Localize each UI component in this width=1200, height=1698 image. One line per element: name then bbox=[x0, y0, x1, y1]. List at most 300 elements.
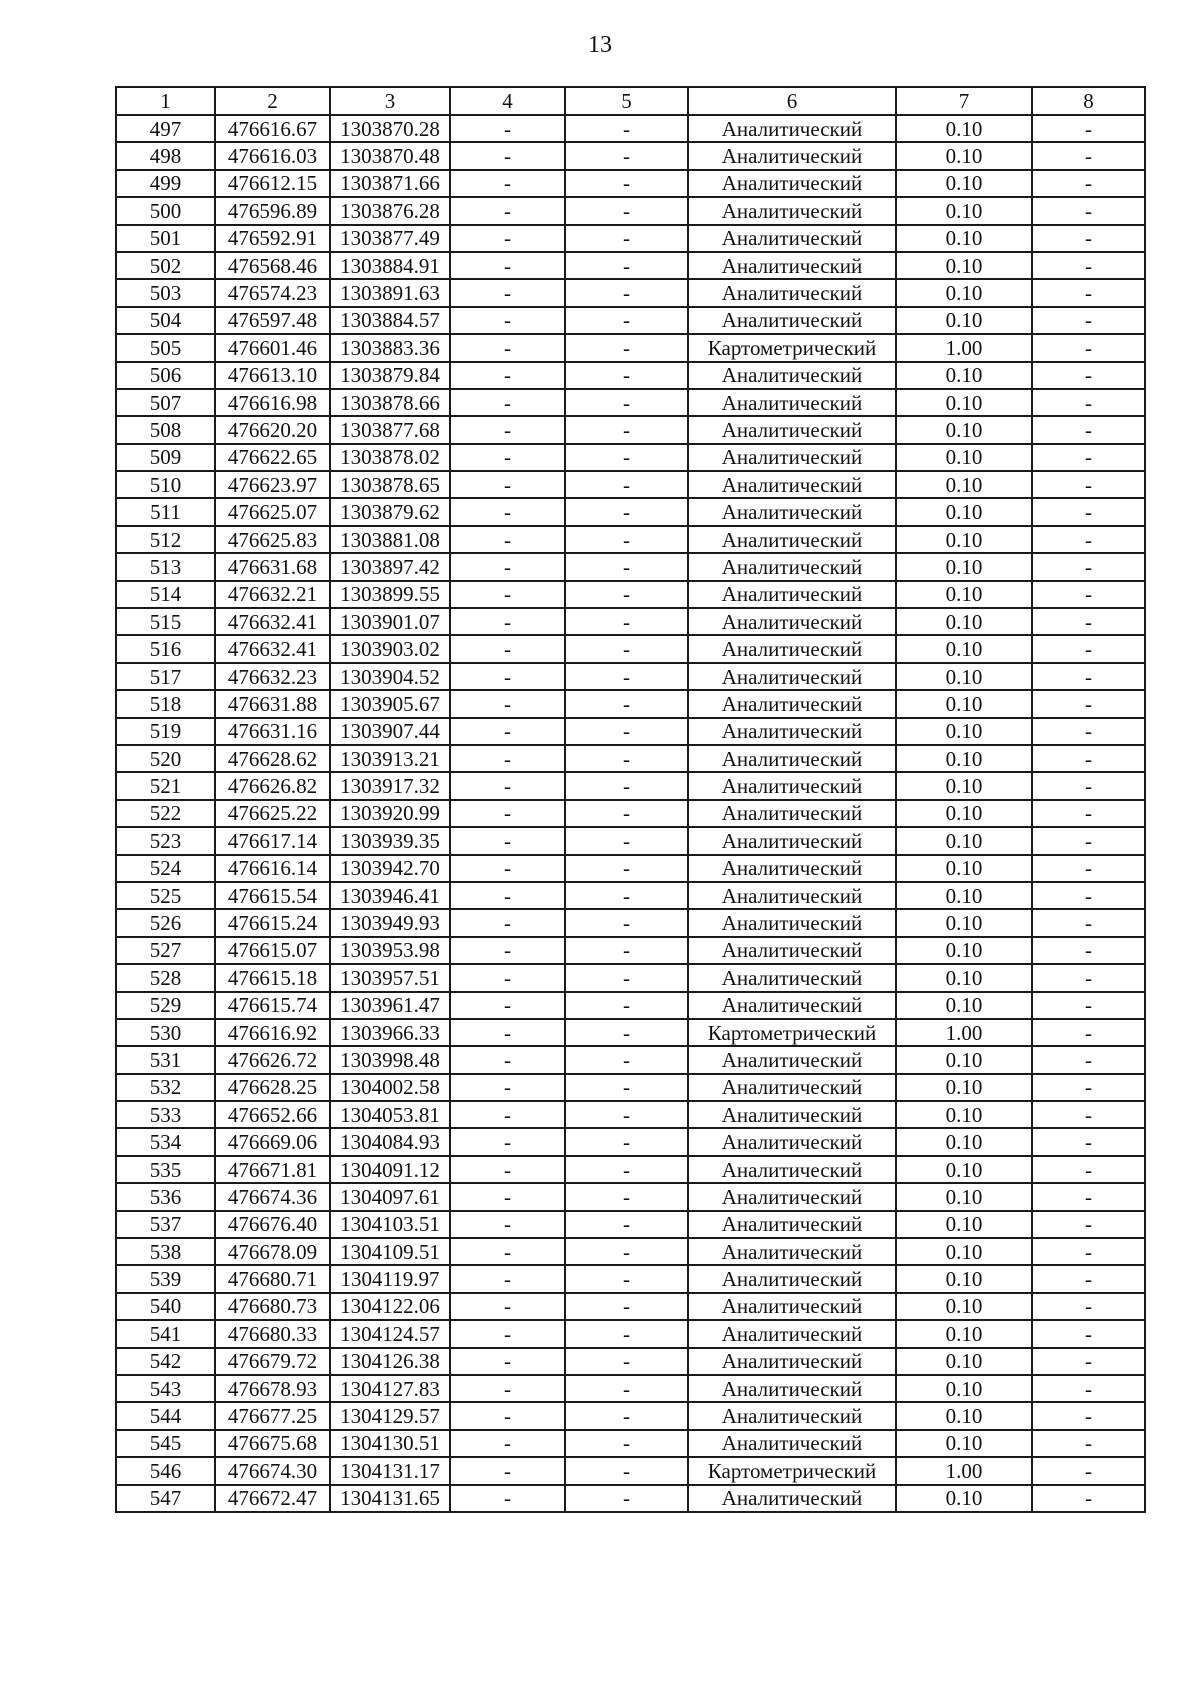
column-5-cell: - bbox=[565, 416, 688, 443]
x-coordinate-cell: 476626.72 bbox=[215, 1046, 330, 1073]
method-cell: Аналитический bbox=[688, 362, 896, 389]
point-number-cell: 511 bbox=[116, 498, 215, 525]
column-header-3: 3 bbox=[330, 87, 450, 115]
y-coordinate-cell: 1303877.49 bbox=[330, 225, 450, 252]
point-number-cell: 532 bbox=[116, 1074, 215, 1101]
column-8-cell: - bbox=[1032, 1074, 1145, 1101]
column-5-cell: - bbox=[565, 690, 688, 717]
column-4-cell: - bbox=[450, 937, 565, 964]
method-cell: Аналитический bbox=[688, 745, 896, 772]
column-5-cell: - bbox=[565, 745, 688, 772]
y-coordinate-cell: 1303899.55 bbox=[330, 581, 450, 608]
column-5-cell: - bbox=[565, 142, 688, 169]
point-number-cell: 547 bbox=[116, 1485, 215, 1512]
table-body bbox=[116, 115, 1145, 1512]
column-4-cell: - bbox=[450, 1320, 565, 1347]
column-5-cell: - bbox=[565, 1485, 688, 1512]
column-4-cell: - bbox=[450, 444, 565, 471]
point-number-cell: 499 bbox=[116, 170, 215, 197]
table-row bbox=[116, 334, 1145, 361]
column-8-cell: - bbox=[1032, 855, 1145, 882]
column-4-cell: - bbox=[450, 772, 565, 799]
column-8-cell: - bbox=[1032, 471, 1145, 498]
column-5-cell: - bbox=[565, 307, 688, 334]
point-number-cell: 512 bbox=[116, 526, 215, 553]
column-8-cell: - bbox=[1032, 225, 1145, 252]
table-row bbox=[116, 252, 1145, 279]
method-cell: Аналитический bbox=[688, 1238, 896, 1265]
point-number-cell: 517 bbox=[116, 663, 215, 690]
table-row bbox=[116, 855, 1145, 882]
x-coordinate-cell: 476616.92 bbox=[215, 1019, 330, 1046]
header-row bbox=[116, 87, 1145, 115]
column-5-cell: - bbox=[565, 115, 688, 142]
column-8-cell: - bbox=[1032, 197, 1145, 224]
column-8-cell: - bbox=[1032, 416, 1145, 443]
column-4-cell: - bbox=[450, 1183, 565, 1210]
method-cell: Аналитический bbox=[688, 855, 896, 882]
y-coordinate-cell: 1303877.68 bbox=[330, 416, 450, 443]
column-5-cell: - bbox=[565, 1430, 688, 1457]
y-coordinate-cell: 1303949.93 bbox=[330, 909, 450, 936]
table-row bbox=[116, 772, 1145, 799]
x-coordinate-cell: 476678.93 bbox=[215, 1375, 330, 1402]
x-coordinate-cell: 476596.89 bbox=[215, 197, 330, 224]
y-coordinate-cell: 1304131.17 bbox=[330, 1457, 450, 1484]
column-4-cell: - bbox=[450, 279, 565, 306]
column-8-cell: - bbox=[1032, 608, 1145, 635]
method-cell: Аналитический bbox=[688, 1074, 896, 1101]
table-row bbox=[116, 1156, 1145, 1183]
point-number-cell: 508 bbox=[116, 416, 215, 443]
method-cell: Аналитический bbox=[688, 827, 896, 854]
y-coordinate-cell: 1304103.51 bbox=[330, 1211, 450, 1238]
column-header-6: 6 bbox=[688, 87, 896, 115]
table-row bbox=[116, 1485, 1145, 1512]
column-5-cell: - bbox=[565, 1101, 688, 1128]
x-coordinate-cell: 476623.97 bbox=[215, 471, 330, 498]
column-4-cell: - bbox=[450, 334, 565, 361]
column-5-cell: - bbox=[565, 663, 688, 690]
column-5-cell: - bbox=[565, 1293, 688, 1320]
x-coordinate-cell: 476675.68 bbox=[215, 1430, 330, 1457]
column-4-cell: - bbox=[450, 1293, 565, 1320]
column-8-cell: - bbox=[1032, 498, 1145, 525]
method-cell: Аналитический bbox=[688, 1046, 896, 1073]
accuracy-cell: 0.10 bbox=[896, 882, 1032, 909]
point-number-cell: 526 bbox=[116, 909, 215, 936]
column-5-cell: - bbox=[565, 581, 688, 608]
column-4-cell: - bbox=[450, 690, 565, 717]
method-cell: Аналитический bbox=[688, 718, 896, 745]
x-coordinate-cell: 476674.36 bbox=[215, 1183, 330, 1210]
x-coordinate-cell: 476631.88 bbox=[215, 690, 330, 717]
column-5-cell: - bbox=[565, 608, 688, 635]
x-coordinate-cell: 476592.91 bbox=[215, 225, 330, 252]
column-8-cell: - bbox=[1032, 1293, 1145, 1320]
column-5-cell: - bbox=[565, 553, 688, 580]
accuracy-cell: 0.10 bbox=[896, 1074, 1032, 1101]
column-4-cell: - bbox=[450, 1128, 565, 1155]
method-cell: Аналитический bbox=[688, 1402, 896, 1429]
accuracy-cell: 0.10 bbox=[896, 1293, 1032, 1320]
x-coordinate-cell: 476597.48 bbox=[215, 307, 330, 334]
column-4-cell: - bbox=[450, 1485, 565, 1512]
accuracy-cell: 1.00 bbox=[896, 1019, 1032, 1046]
accuracy-cell: 0.10 bbox=[896, 416, 1032, 443]
method-cell: Аналитический bbox=[688, 1128, 896, 1155]
column-4-cell: - bbox=[450, 800, 565, 827]
method-cell: Аналитический bbox=[688, 909, 896, 936]
column-4-cell: - bbox=[450, 635, 565, 662]
column-5-cell: - bbox=[565, 1457, 688, 1484]
y-coordinate-cell: 1304122.06 bbox=[330, 1293, 450, 1320]
accuracy-cell: 0.10 bbox=[896, 197, 1032, 224]
table-row bbox=[116, 718, 1145, 745]
table-row bbox=[116, 1128, 1145, 1155]
column-8-cell: - bbox=[1032, 581, 1145, 608]
method-cell: Аналитический bbox=[688, 307, 896, 334]
accuracy-cell: 0.10 bbox=[896, 1348, 1032, 1375]
column-5-cell: - bbox=[565, 827, 688, 854]
point-number-cell: 510 bbox=[116, 471, 215, 498]
x-coordinate-cell: 476615.54 bbox=[215, 882, 330, 909]
method-cell: Аналитический bbox=[688, 1183, 896, 1210]
column-8-cell: - bbox=[1032, 1265, 1145, 1292]
point-number-cell: 540 bbox=[116, 1293, 215, 1320]
table-row bbox=[116, 690, 1145, 717]
column-8-cell: - bbox=[1032, 1211, 1145, 1238]
x-coordinate-cell: 476613.10 bbox=[215, 362, 330, 389]
table-row bbox=[116, 553, 1145, 580]
column-8-cell: - bbox=[1032, 1430, 1145, 1457]
point-number-cell: 518 bbox=[116, 690, 215, 717]
x-coordinate-cell: 476625.07 bbox=[215, 498, 330, 525]
column-8-cell: - bbox=[1032, 827, 1145, 854]
column-4-cell: - bbox=[450, 992, 565, 1019]
point-number-cell: 541 bbox=[116, 1320, 215, 1347]
column-8-cell: - bbox=[1032, 1019, 1145, 1046]
table-row bbox=[116, 1457, 1145, 1484]
column-4-cell: - bbox=[450, 663, 565, 690]
column-4-cell: - bbox=[450, 608, 565, 635]
x-coordinate-cell: 476680.73 bbox=[215, 1293, 330, 1320]
table-row bbox=[116, 115, 1145, 142]
column-8-cell: - bbox=[1032, 964, 1145, 991]
y-coordinate-cell: 1303879.62 bbox=[330, 498, 450, 525]
table-row bbox=[116, 937, 1145, 964]
accuracy-cell: 0.10 bbox=[896, 581, 1032, 608]
column-5-cell: - bbox=[565, 197, 688, 224]
y-coordinate-cell: 1303878.65 bbox=[330, 471, 450, 498]
column-8-cell: - bbox=[1032, 1128, 1145, 1155]
point-number-cell: 519 bbox=[116, 718, 215, 745]
point-number-cell: 524 bbox=[116, 855, 215, 882]
column-5-cell: - bbox=[565, 389, 688, 416]
coordinates-table bbox=[115, 86, 1146, 1513]
column-5-cell: - bbox=[565, 1375, 688, 1402]
x-coordinate-cell: 476671.81 bbox=[215, 1156, 330, 1183]
accuracy-cell: 0.10 bbox=[896, 553, 1032, 580]
column-8-cell: - bbox=[1032, 1183, 1145, 1210]
point-number-cell: 516 bbox=[116, 635, 215, 662]
method-cell: Аналитический bbox=[688, 1320, 896, 1347]
accuracy-cell: 0.10 bbox=[896, 909, 1032, 936]
column-4-cell: - bbox=[450, 471, 565, 498]
table-row bbox=[116, 964, 1145, 991]
table-row bbox=[116, 581, 1145, 608]
point-number-cell: 534 bbox=[116, 1128, 215, 1155]
column-4-cell: - bbox=[450, 827, 565, 854]
column-4-cell: - bbox=[450, 252, 565, 279]
accuracy-cell: 0.10 bbox=[896, 635, 1032, 662]
column-4-cell: - bbox=[450, 855, 565, 882]
accuracy-cell: 0.10 bbox=[896, 444, 1032, 471]
accuracy-cell: 0.10 bbox=[896, 608, 1032, 635]
point-number-cell: 500 bbox=[116, 197, 215, 224]
column-5-cell: - bbox=[565, 718, 688, 745]
point-number-cell: 520 bbox=[116, 745, 215, 772]
accuracy-cell: 0.10 bbox=[896, 170, 1032, 197]
column-8-cell: - bbox=[1032, 526, 1145, 553]
y-coordinate-cell: 1303946.41 bbox=[330, 882, 450, 909]
x-coordinate-cell: 476615.18 bbox=[215, 964, 330, 991]
method-cell: Аналитический bbox=[688, 1265, 896, 1292]
column-5-cell: - bbox=[565, 1128, 688, 1155]
x-coordinate-cell: 476620.20 bbox=[215, 416, 330, 443]
column-5-cell: - bbox=[565, 471, 688, 498]
table-row bbox=[116, 608, 1145, 635]
column-8-cell: - bbox=[1032, 1457, 1145, 1484]
point-number-cell: 515 bbox=[116, 608, 215, 635]
y-coordinate-cell: 1303953.98 bbox=[330, 937, 450, 964]
x-coordinate-cell: 476631.16 bbox=[215, 718, 330, 745]
column-4-cell: - bbox=[450, 1156, 565, 1183]
column-header-1: 1 bbox=[116, 87, 215, 115]
table-row bbox=[116, 1183, 1145, 1210]
column-8-cell: - bbox=[1032, 909, 1145, 936]
column-4-cell: - bbox=[450, 964, 565, 991]
table-row bbox=[116, 1019, 1145, 1046]
method-cell: Аналитический bbox=[688, 635, 896, 662]
column-4-cell: - bbox=[450, 1101, 565, 1128]
point-number-cell: 503 bbox=[116, 279, 215, 306]
y-coordinate-cell: 1304124.57 bbox=[330, 1320, 450, 1347]
column-4-cell: - bbox=[450, 745, 565, 772]
y-coordinate-cell: 1303966.33 bbox=[330, 1019, 450, 1046]
column-4-cell: - bbox=[450, 718, 565, 745]
method-cell: Аналитический bbox=[688, 252, 896, 279]
column-4-cell: - bbox=[450, 197, 565, 224]
x-coordinate-cell: 476680.33 bbox=[215, 1320, 330, 1347]
method-cell: Аналитический bbox=[688, 115, 896, 142]
table-row bbox=[116, 745, 1145, 772]
x-coordinate-cell: 476628.25 bbox=[215, 1074, 330, 1101]
x-coordinate-cell: 476678.09 bbox=[215, 1238, 330, 1265]
y-coordinate-cell: 1303939.35 bbox=[330, 827, 450, 854]
point-number-cell: 531 bbox=[116, 1046, 215, 1073]
table-row bbox=[116, 1211, 1145, 1238]
point-number-cell: 537 bbox=[116, 1211, 215, 1238]
point-number-cell: 502 bbox=[116, 252, 215, 279]
column-4-cell: - bbox=[450, 142, 565, 169]
table-row bbox=[116, 416, 1145, 443]
y-coordinate-cell: 1304002.58 bbox=[330, 1074, 450, 1101]
column-4-cell: - bbox=[450, 1211, 565, 1238]
method-cell: Аналитический bbox=[688, 581, 896, 608]
x-coordinate-cell: 476616.98 bbox=[215, 389, 330, 416]
x-coordinate-cell: 476652.66 bbox=[215, 1101, 330, 1128]
y-coordinate-cell: 1303884.91 bbox=[330, 252, 450, 279]
y-coordinate-cell: 1304130.51 bbox=[330, 1430, 450, 1457]
column-8-cell: - bbox=[1032, 882, 1145, 909]
accuracy-cell: 0.10 bbox=[896, 855, 1032, 882]
y-coordinate-cell: 1303905.67 bbox=[330, 690, 450, 717]
y-coordinate-cell: 1304126.38 bbox=[330, 1348, 450, 1375]
column-8-cell: - bbox=[1032, 745, 1145, 772]
column-5-cell: - bbox=[565, 1402, 688, 1429]
column-4-cell: - bbox=[450, 170, 565, 197]
table-row bbox=[116, 1402, 1145, 1429]
column-8-cell: - bbox=[1032, 1402, 1145, 1429]
table-row bbox=[116, 1046, 1145, 1073]
accuracy-cell: 0.10 bbox=[896, 1320, 1032, 1347]
table-row bbox=[116, 882, 1145, 909]
x-coordinate-cell: 476677.25 bbox=[215, 1402, 330, 1429]
x-coordinate-cell: 476672.47 bbox=[215, 1485, 330, 1512]
table-row bbox=[116, 498, 1145, 525]
column-4-cell: - bbox=[450, 225, 565, 252]
accuracy-cell: 0.10 bbox=[896, 1402, 1032, 1429]
column-4-cell: - bbox=[450, 1265, 565, 1292]
point-number-cell: 536 bbox=[116, 1183, 215, 1210]
column-header-7: 7 bbox=[896, 87, 1032, 115]
point-number-cell: 521 bbox=[116, 772, 215, 799]
accuracy-cell: 0.10 bbox=[896, 1183, 1032, 1210]
column-5-cell: - bbox=[565, 526, 688, 553]
method-cell: Аналитический bbox=[688, 608, 896, 635]
method-cell: Картометрический bbox=[688, 1457, 896, 1484]
table-row bbox=[116, 1074, 1145, 1101]
point-number-cell: 542 bbox=[116, 1348, 215, 1375]
method-cell: Картометрический bbox=[688, 334, 896, 361]
y-coordinate-cell: 1303878.66 bbox=[330, 389, 450, 416]
method-cell: Аналитический bbox=[688, 1430, 896, 1457]
column-header-4: 4 bbox=[450, 87, 565, 115]
accuracy-cell: 0.10 bbox=[896, 745, 1032, 772]
column-8-cell: - bbox=[1032, 1375, 1145, 1402]
table-row bbox=[116, 444, 1145, 471]
column-5-cell: - bbox=[565, 1211, 688, 1238]
point-number-cell: 507 bbox=[116, 389, 215, 416]
table-row bbox=[116, 1265, 1145, 1292]
column-5-cell: - bbox=[565, 1238, 688, 1265]
accuracy-cell: 0.10 bbox=[896, 1101, 1032, 1128]
y-coordinate-cell: 1303871.66 bbox=[330, 170, 450, 197]
y-coordinate-cell: 1303879.84 bbox=[330, 362, 450, 389]
column-8-cell: - bbox=[1032, 252, 1145, 279]
column-5-cell: - bbox=[565, 362, 688, 389]
point-number-cell: 538 bbox=[116, 1238, 215, 1265]
column-8-cell: - bbox=[1032, 635, 1145, 662]
accuracy-cell: 0.10 bbox=[896, 1128, 1032, 1155]
column-5-cell: - bbox=[565, 1046, 688, 1073]
table-row bbox=[116, 1430, 1145, 1457]
method-cell: Аналитический bbox=[688, 1485, 896, 1512]
column-4-cell: - bbox=[450, 115, 565, 142]
x-coordinate-cell: 476574.23 bbox=[215, 279, 330, 306]
column-8-cell: - bbox=[1032, 334, 1145, 361]
x-coordinate-cell: 476631.68 bbox=[215, 553, 330, 580]
table-row bbox=[116, 827, 1145, 854]
y-coordinate-cell: 1303883.36 bbox=[330, 334, 450, 361]
accuracy-cell: 0.10 bbox=[896, 252, 1032, 279]
y-coordinate-cell: 1303897.42 bbox=[330, 553, 450, 580]
accuracy-cell: 0.10 bbox=[896, 279, 1032, 306]
x-coordinate-cell: 476622.65 bbox=[215, 444, 330, 471]
accuracy-cell: 0.10 bbox=[896, 1156, 1032, 1183]
column-5-cell: - bbox=[565, 225, 688, 252]
column-5-cell: - bbox=[565, 964, 688, 991]
y-coordinate-cell: 1304127.83 bbox=[330, 1375, 450, 1402]
column-8-cell: - bbox=[1032, 307, 1145, 334]
accuracy-cell: 0.10 bbox=[896, 1485, 1032, 1512]
point-number-cell: 535 bbox=[116, 1156, 215, 1183]
table-row bbox=[116, 1348, 1145, 1375]
column-header-8: 8 bbox=[1032, 87, 1145, 115]
method-cell: Аналитический bbox=[688, 526, 896, 553]
column-5-cell: - bbox=[565, 635, 688, 662]
y-coordinate-cell: 1303870.28 bbox=[330, 115, 450, 142]
accuracy-cell: 0.10 bbox=[896, 992, 1032, 1019]
column-8-cell: - bbox=[1032, 1320, 1145, 1347]
accuracy-cell: 0.10 bbox=[896, 827, 1032, 854]
column-8-cell: - bbox=[1032, 444, 1145, 471]
column-4-cell: - bbox=[450, 416, 565, 443]
y-coordinate-cell: 1303878.02 bbox=[330, 444, 450, 471]
table-row bbox=[116, 1238, 1145, 1265]
method-cell: Аналитический bbox=[688, 690, 896, 717]
accuracy-cell: 0.10 bbox=[896, 307, 1032, 334]
table-row bbox=[116, 225, 1145, 252]
accuracy-cell: 0.10 bbox=[896, 115, 1032, 142]
method-cell: Аналитический bbox=[688, 471, 896, 498]
column-8-cell: - bbox=[1032, 1156, 1145, 1183]
column-5-cell: - bbox=[565, 1074, 688, 1101]
accuracy-cell: 0.10 bbox=[896, 1046, 1032, 1073]
y-coordinate-cell: 1303870.48 bbox=[330, 142, 450, 169]
point-number-cell: 506 bbox=[116, 362, 215, 389]
y-coordinate-cell: 1303904.52 bbox=[330, 663, 450, 690]
method-cell: Аналитический bbox=[688, 772, 896, 799]
accuracy-cell: 1.00 bbox=[896, 334, 1032, 361]
method-cell: Аналитический bbox=[688, 1293, 896, 1320]
y-coordinate-cell: 1303942.70 bbox=[330, 855, 450, 882]
y-coordinate-cell: 1304129.57 bbox=[330, 1402, 450, 1429]
accuracy-cell: 0.10 bbox=[896, 937, 1032, 964]
x-coordinate-cell: 476625.22 bbox=[215, 800, 330, 827]
point-number-cell: 528 bbox=[116, 964, 215, 991]
column-4-cell: - bbox=[450, 553, 565, 580]
column-5-cell: - bbox=[565, 170, 688, 197]
point-number-cell: 525 bbox=[116, 882, 215, 909]
column-8-cell: - bbox=[1032, 1101, 1145, 1128]
column-8-cell: - bbox=[1032, 772, 1145, 799]
x-coordinate-cell: 476676.40 bbox=[215, 1211, 330, 1238]
point-number-cell: 514 bbox=[116, 581, 215, 608]
column-5-cell: - bbox=[565, 252, 688, 279]
y-coordinate-cell: 1303901.07 bbox=[330, 608, 450, 635]
